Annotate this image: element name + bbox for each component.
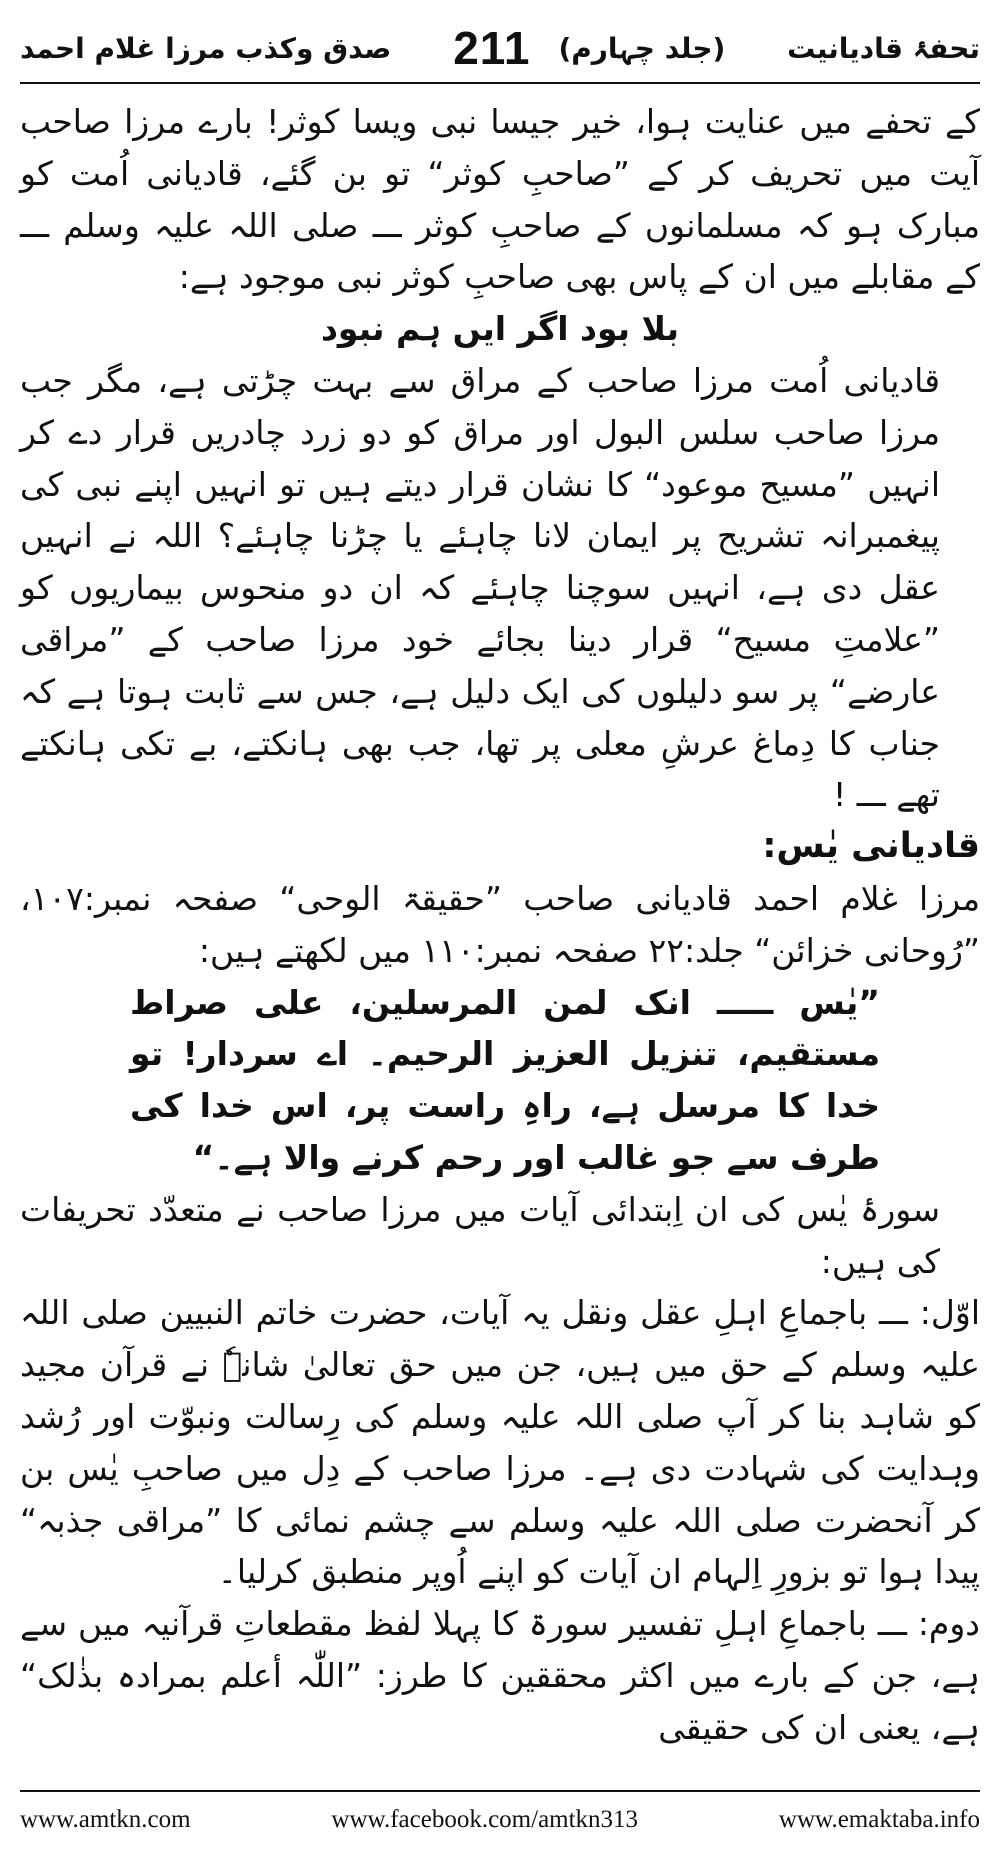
footer-link-facebook[interactable]: www.facebook.com/amtkn313 [331, 1806, 639, 1833]
footer-link-emaktaba[interactable]: www.emaktaba.info [778, 1806, 980, 1833]
book-title: تحفۂ قادیانیت [787, 31, 980, 65]
block-quote: ”یٰس ـــــ انک لمن المرسلین، علی صراط مستقیم، تنزیل العزیز الرحیم۔ اے سردار! تو خدا کا مرسل ہے، راہِ راست پر، اس خدا کی طرف سے جو غالب اور رحم کرنے والا ہے۔“ [130, 982, 880, 1177]
footer-divider [20, 1790, 980, 1792]
header-divider [20, 82, 980, 84]
header-center-group [453, 21, 725, 75]
verse-line: بلا بود اگر ایں ہم نبود [320, 309, 680, 349]
page-number: 211 [453, 22, 531, 74]
body-text [20, 96, 980, 1754]
paragraph-second: دوم: ـــ باجماعِ اہلِ تفسیر سورۃ کا پہلا لفظ مقطعاتِ قرآنیہ میں سے ہے، جن کے بارے میں اکثر محققین کا طرز: ”اللّٰہ أعلم بمرادہ بذٰلک“ ہے، یعنی ان کی حقیقی [20, 1604, 980, 1747]
footer-link-amtkn[interactable]: www.amtkn.com [20, 1806, 191, 1833]
page-header [20, 18, 980, 78]
paragraph-first: اوّل: ـــ باجماعِ اہلِ عقل ونقل یہ آیات، حضرت خاتم النبیین صلی اللہ علیہ وسلم کے حق میں ہیں، جن میں حق تعالیٰ شانہٗ نے قرآن مجید کو شاہد بنا کر آپ صلی اللہ علیہ وسلم کی رِسالت ونبوّت اور رُشد وہدایت کی شہادت دی ہے۔ مرزا صاحب کے دِل میں صاحبِ یٰس بن کر آنحضرت صلی اللہ علیہ وسلم سے چشم نمائی کا ”مراقی جذبہ“ پیدا ہوا تو بزورِ اِلہام ان آیات کو اپنے اُوپر منطبق کرلیا۔ [20, 1293, 980, 1592]
paragraph-intro: کے تحفے میں عنایت ہوا، خیر جیسا نبی ویسا کوثر! بارے مرزا صاحب آیت میں تحریف کر کے ”صاحبِ کوثر“ تو بن گئے، قادیانی اُمت کو مبارک ہو کہ مسلمانوں کے صاحبِ کوثر ـــ صلی اللہ علیہ وسلم ـــ کے مقابلے میں ان کے پاس بھی صاحبِ کوثر نبی موجود ہے: [20, 102, 980, 297]
volume-label: (جلد چہارم) [558, 31, 726, 65]
paragraph-miraq: قادیانی اُمت مرزا صاحب کے مراق سے بہت چڑتی ہے، مگر جب مرزا صاحب سلس البول اور مراق کو دو زرد چادریں قرار دے کر انہیں ”مسیح موعود“ کا نشان قرار دیتے ہیں تو انہیں اپنے نبی کی پیغمبرانہ تشریح پر ایمان لانا چاہئے یا چڑنا چاہئے؟ اللہ نے انہیں عقل دی ہے، انہیں سوچنا چاہئے کہ ان دو منحوس بیماریوں کو ”علامتِ مسیح“ قرار دینا بجائے خود مرزا صاحب کے ”مراقی عارضے“ پر سو دلیلوں کی ایک دلیل ہے، جس سے ثابت ہوتا ہے کہ جناب کا دِماغ عرشِ معلی پر تھا، جب بھی ہانکتے، بے تکی ہانکتے تھے ـــ ! [20, 360, 940, 815]
section-heading: قادیانی یٰس: [762, 826, 980, 867]
paragraph-tahrifat: سورۂ یٰس کی ان اِبتدائی آیات میں مرزا صاحب نے متعدّد تحریفات کی ہیں: [20, 1189, 940, 1281]
paragraph-reference: مرزا غلام احمد قادیانی صاحب ”حقیقۃ الوحی“ صفحہ نمبر:۱۰۷، ”رُوحانی خزائن“ جلد:۲۲ صفحہ نمبر:۱۱۰ میں لکھتے ہیں: [20, 878, 980, 970]
chapter-title: صدق وکذب مرزا غلام احمد [20, 31, 392, 65]
page-footer [20, 1800, 980, 1840]
